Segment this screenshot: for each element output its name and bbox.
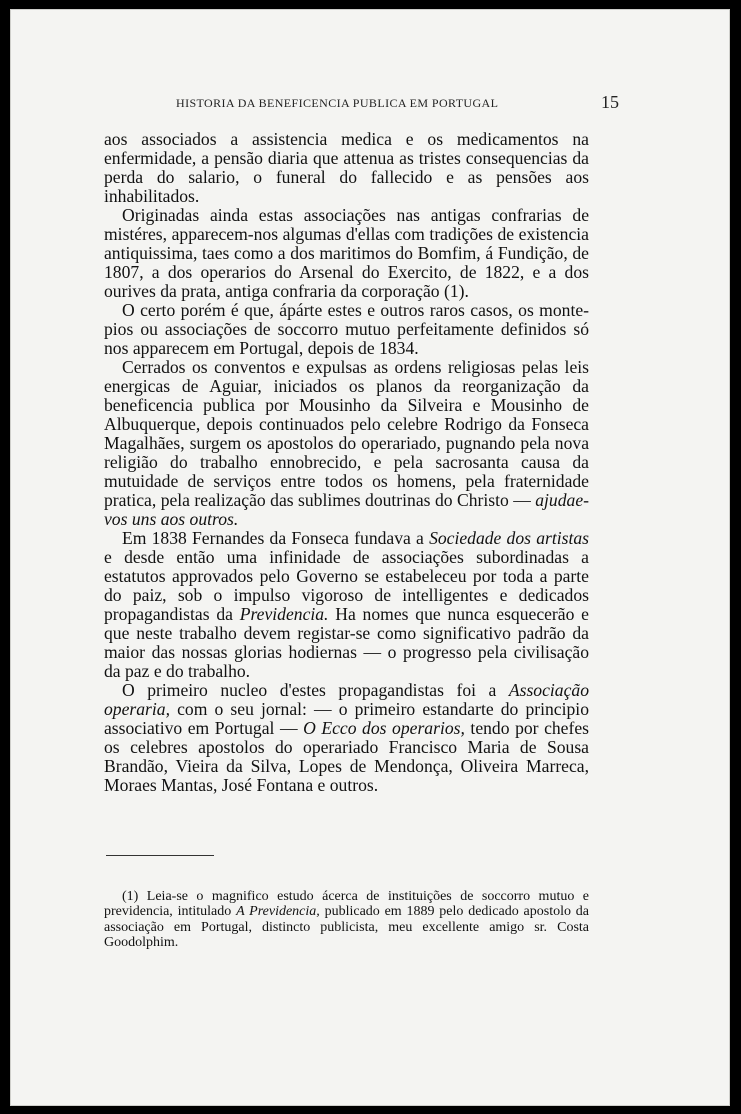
paragraph-5-text-b: e desde então uma infinidade de associações subordinadas a estatutos approvados pelo Governo se estabeleceu por toda a parte do paiz, sob o impulso vigoroso de intelligentes e dedicados propagandistas da — [104, 547, 589, 624]
paragraph-4-motto: ajudae-vos uns aos outros. — [104, 490, 589, 529]
paragraph-6-text-a: O primeiro nucleo d'estes propagandistas foi a — [122, 680, 509, 700]
paragraph-4-text: Cerrados os conventos e expulsas as ordens religiosas pelas leis energicas de Aguiar, iniciados os planos da reorganização da beneficencia publica por Mousinho da Silveira e Mousinho de Albuquerque, depois continuados pelo celebre Rodrigo da Fonseca Magalhães, surgem os apostolos do operariado, pugnando pela nova religião do trabalho ennobrecido, e pela sacrosanta causa da mutuidade de serviços entre todos os homens, pela fraternidade pratica, pela realização das sublimes doutrinas do Christo — — [104, 357, 589, 510]
footnote-text-a: (1) Leia-se o magnifico estudo ácerca de instituições de soccorro mutuo e previdencia, intitulado — [104, 889, 589, 920]
body-text — [104, 130, 589, 795]
footnote-text-b: publicado em 1889 pelo dedicado apostolo da associação em Portugal, distincto publicista, meu excellente amigo sr. Costa Goodolphim. — [104, 904, 589, 951]
paragraph-2: Originadas ainda estas associações nas antigas confrarias de mistéres, apparecem-nos algumas d'ellas com tradições de existencia antiquissima, taes como a dos maritimos do Bomfim, á Fundição, de 1807, a dos operarios do Arsenal do Exercito, de 1822, e a dos ourives da prata, antiga confraria da corporação (1). — [104, 205, 589, 301]
paragraph-6-text-c: tendo por chefes os celebres apostolos do operariado Francisco Maria de Sousa Brandão, Vieira da Silva, Lopes de Mendonça, Oliveira Marreca, Moraes Mantas, José Fontana e outros. — [104, 718, 589, 795]
paragraph-6-text-b: com o seu jornal: — o primeiro estandarte do principio associativo em Portugal — — [104, 699, 589, 738]
paragraph-5-society: Sociedade dos artistas — [429, 528, 589, 548]
paragraph-5-providence: Previdencia. — [239, 604, 329, 624]
paragraph-6-association: Associação operaria, — [104, 680, 589, 719]
paragraph-6 — [104, 681, 589, 795]
running-head: HISTORIA DA BENEFICENCIA PUBLICA EM PORTUGAL — [176, 96, 499, 110]
paragraph-3: O certo porém é que, ápárte estes e outros raros casos, os monte-pios ou associações de soccorro mutuo perfeitamente definidos só nos apparecem em Portugal, depois de 1834. — [104, 300, 589, 358]
paragraph-5-text-a: Em 1838 Fernandes da Fonseca fundava a — [122, 528, 430, 548]
paragraph-6-journal: O Ecco dos operarios, — [303, 718, 465, 738]
book-page — [10, 9, 730, 1106]
footnote-title: A Previdencia, — [236, 904, 320, 920]
footnote-rule — [106, 855, 214, 856]
paragraph-4 — [104, 358, 589, 529]
paragraph-1: aos associados a assistencia medica e os medicamentos na enfermidade, a pensão diaria que attenua as tristes consequencias da perda do salario, o funeral do fallecido e as pensões aos inhabilitados. — [104, 129, 589, 206]
paragraph-5 — [104, 529, 589, 681]
page-number: 15 — [601, 92, 619, 112]
paragraph-5-text-c: Ha nomes que nunca esquecerão e que neste trabalho devem registar-se como significativo padrão da maior das nossas glorias hodiernas — o progresso pela civilisação da paz e do trabalho. — [104, 604, 589, 681]
footnote — [104, 889, 589, 951]
